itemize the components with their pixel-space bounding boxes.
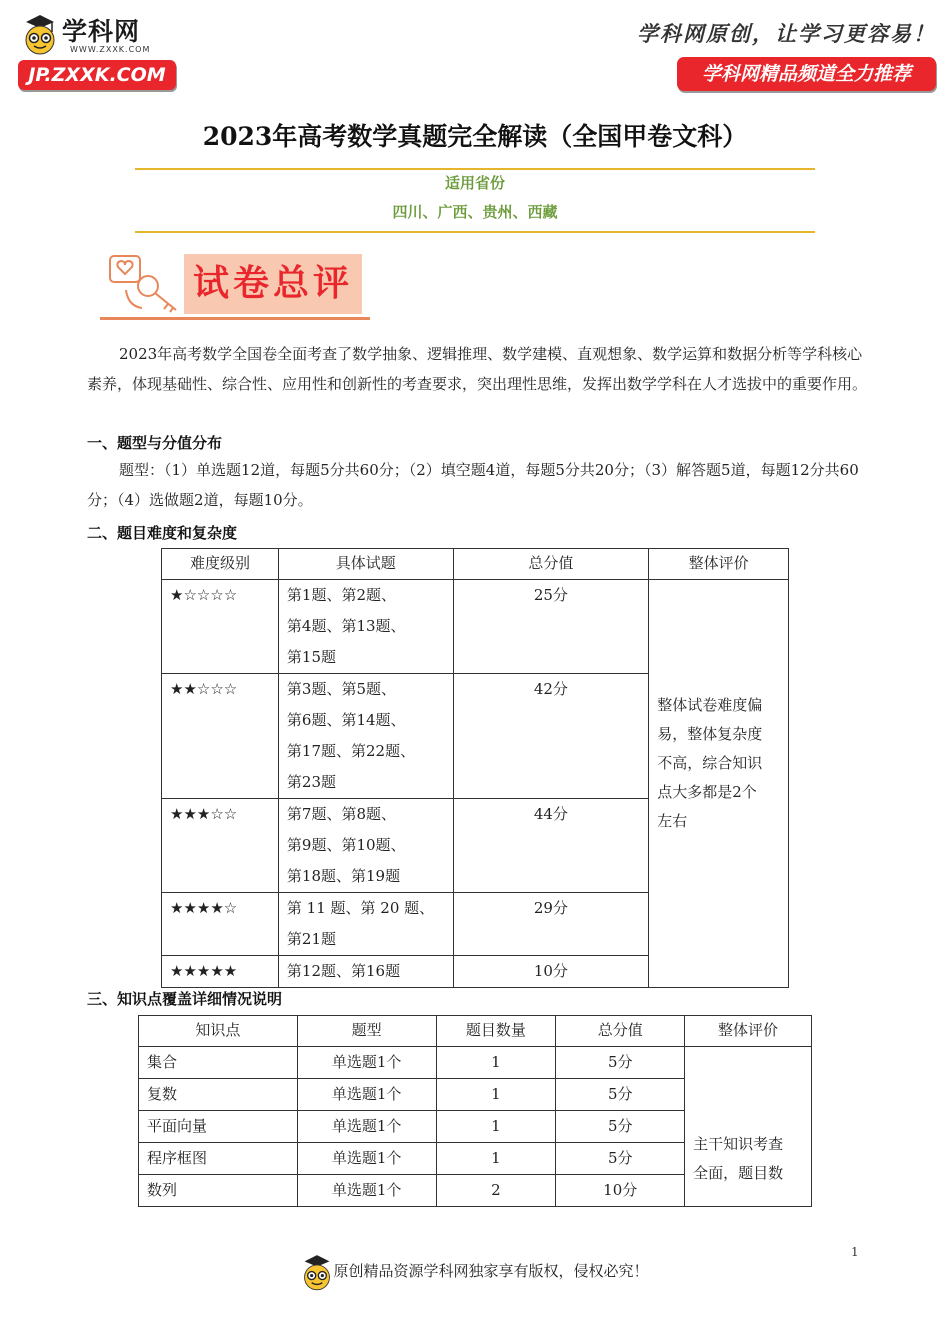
topic: 集合 — [139, 1047, 298, 1079]
score-value: 29分 — [453, 893, 649, 956]
question-list: 第1题、第2题、 第4题、第13题、 第15题 — [278, 580, 453, 674]
section-banner-title: 试卷总评 — [192, 263, 353, 304]
score-value: 42分 — [453, 674, 649, 799]
overall-evaluation: 整体试卷难度偏 易，整体复杂度 不高，综合知识 点大多都是2个 左右 — [649, 580, 789, 988]
topic: 复数 — [139, 1079, 298, 1111]
question-list: 第7题、第8题、 第9题、第10题、 第18题、第19题 — [278, 799, 453, 893]
question-type: 单选题1个 — [297, 1143, 436, 1175]
score-value: 25分 — [453, 580, 649, 674]
column-header: 整体评价 — [685, 1016, 812, 1047]
title-divider — [135, 168, 815, 170]
site-domain-badge[interactable]: JP.ZXXK.COM — [18, 60, 176, 90]
knowledge-table — [138, 1015, 812, 1207]
column-header: 总分值 — [556, 1016, 685, 1047]
column-header: 题目数量 — [436, 1016, 556, 1047]
score-value: 5分 — [556, 1111, 685, 1143]
topic: 程序框图 — [139, 1143, 298, 1175]
question-count: 2 — [436, 1175, 556, 1207]
difficulty-table — [161, 548, 789, 988]
difficulty-level: ★★★★☆ — [162, 893, 279, 956]
score-value: 5分 — [556, 1143, 685, 1175]
topic: 平面向量 — [139, 1111, 298, 1143]
intro-paragraph: 2023年高考数学全国卷全面考查了数学抽象、逻辑推理、数学建模、直观想象、数学运算和数据分析等学科核心素养，体现基础性、综合性、应用性和创新性的考查要求，突出理性思维，发挥出数学学科在人才选拔中的重要作用。 — [87, 345, 868, 393]
copyright-notice: 原创精品资源学科网独家享有版权，侵权必究！ — [333, 1262, 649, 1280]
column-header: 整体评价 — [649, 549, 789, 580]
score-value: 5分 — [556, 1047, 685, 1079]
question-list: 第3题、第5题、 第6题、第14题、 第17题、第22题、 第23题 — [278, 674, 453, 799]
topic: 数列 — [139, 1175, 298, 1207]
score-value: 10分 — [556, 1175, 685, 1207]
question-type: 单选题1个 — [297, 1175, 436, 1207]
question-count: 1 — [436, 1047, 556, 1079]
page-number: 1 — [851, 1245, 859, 1259]
difficulty-level: ★★☆☆☆ — [162, 674, 279, 799]
slogan: 学科网原创，让学习更容易！ — [637, 21, 936, 46]
question-list: 第 11 题、第 20 题、 第21题 — [278, 893, 453, 956]
score-value: 10分 — [453, 956, 649, 988]
page-title: 2023年高考数学真题完全解读（全国甲卷文科） — [202, 122, 748, 151]
key-heart-icon — [106, 250, 182, 314]
brand-url: WWW.ZXXK.COM — [70, 45, 151, 54]
question-type: 单选题1个 — [297, 1111, 436, 1143]
question-type: 单选题1个 — [297, 1047, 436, 1079]
province-divider — [135, 231, 815, 233]
column-header: 具体试题 — [278, 549, 453, 580]
section-banner — [100, 246, 370, 324]
recommend-banner[interactable]: 学科网精品频道全力推荐 — [677, 57, 936, 91]
table-header-row — [162, 549, 789, 580]
section-heading: 二、题目难度和复杂度 — [87, 524, 238, 542]
mascot-icon — [22, 12, 58, 56]
section-heading: 三、知识点覆盖详细情况说明 — [87, 990, 283, 1008]
table-header-row — [139, 1016, 812, 1047]
column-header: 题型 — [297, 1016, 436, 1047]
difficulty-level: ★★★★★ — [162, 956, 279, 988]
question-list: 第12题、第16题 — [278, 956, 453, 988]
site-logo[interactable] — [18, 12, 183, 96]
footer — [0, 1252, 950, 1292]
difficulty-level: ★☆☆☆☆ — [162, 580, 279, 674]
question-count: 1 — [436, 1079, 556, 1111]
difficulty-level: ★★★☆☆ — [162, 799, 279, 893]
score-value: 5分 — [556, 1079, 685, 1111]
question-type: 单选题1个 — [297, 1079, 436, 1111]
province-list: 四川、广西、贵州、西藏 — [392, 203, 558, 221]
question-count: 1 — [436, 1143, 556, 1175]
brand-name: 学科网 — [62, 17, 141, 46]
score-value: 44分 — [453, 799, 649, 893]
column-header: 难度级别 — [162, 549, 279, 580]
overall-evaluation: 主干知识考查 全面，题目数 — [685, 1047, 812, 1207]
column-header: 总分值 — [453, 549, 649, 580]
column-header: 知识点 — [139, 1016, 298, 1047]
section1-body: 题型：（1）单选题12道，每题5分共60分；（2）填空题4道，每题5分共20分；（3）解答题5道，每题12分共60分；（4）选做题2道，每题10分。 — [87, 461, 859, 509]
province-label: 适用省份 — [444, 174, 505, 192]
table-row — [162, 580, 789, 674]
table-row — [139, 1047, 812, 1079]
mascot-icon — [301, 1252, 333, 1292]
section-heading: 一、题型与分值分布 — [87, 434, 223, 452]
question-count: 1 — [436, 1111, 556, 1143]
